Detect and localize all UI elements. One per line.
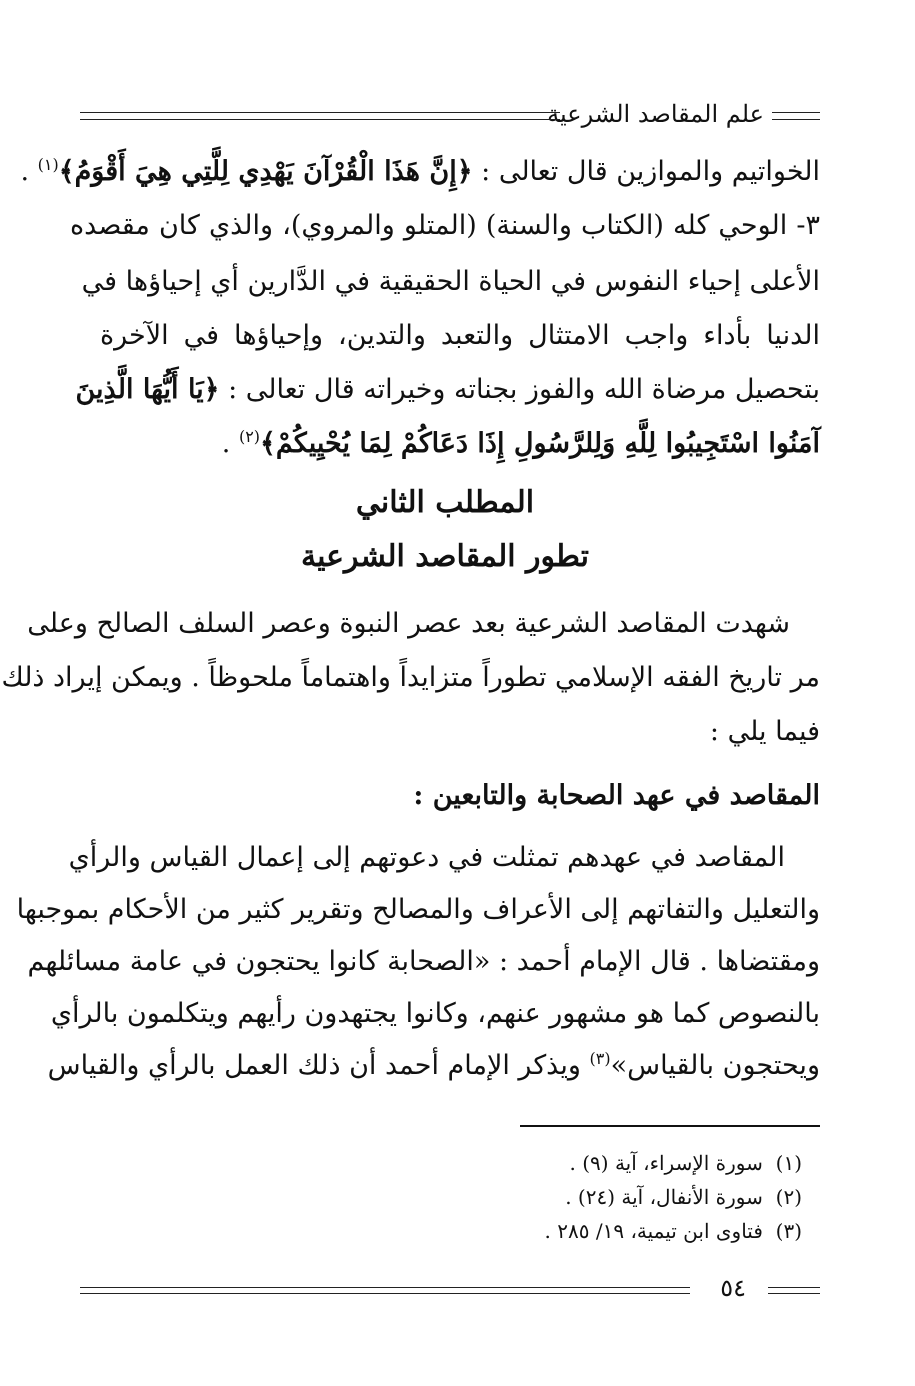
footnote-1 [570,1147,803,1179]
header-rule-right [772,112,820,120]
running-title: علم المقاصد الشرعية [547,100,764,128]
section-title: المطلب الثاني [355,485,535,520]
line-text: الأعلى إحياء النفوس في الحياة الحقيقية في الدَّارين أي إحياؤها في [81,266,820,297]
footnote-ref: (٢) [238,427,261,446]
page-number: ٥٤ [714,1272,752,1304]
body-line-6 [100,418,820,470]
line-text: . [221,428,239,459]
line-text: الدنيا بأداء واجب الامتثال والتعبد والتدين، وإحياؤها في الآخرة [100,320,820,351]
footer-rule-right [768,1287,820,1294]
footnote-number: (١) [775,1151,802,1175]
footnote-2 [565,1181,802,1213]
body-line-2 [70,200,820,252]
body-line-4 [100,310,820,362]
footnote-text: سورة الإسراء، آية (٩) . [569,1151,763,1175]
section-subtitle: تطور المقاصد الشرعية [300,539,590,574]
intro-line-3: فيما يلي : [709,716,820,747]
intro-line-2: مر تاريخ الفقه الإسلامي تطوراً متزايداً واهتماماً ملحوظاً . ويمكن إيراد ذلك [1,662,820,693]
quran-verse: ﴿يَا أَيُّهَا الَّذِينَ [75,374,220,405]
footer-rule-left [80,1287,690,1294]
para-line-5 [47,1040,820,1092]
footnote-text: سورة الأنفال، آية (٢٤) . [565,1185,763,1209]
footnote-number: (٣) [775,1219,802,1243]
line-text: المقاصد في عهدهم تمثلت في دعوتهم إلى إعمال القياس والرأي [68,842,785,873]
header-rule-left [80,112,560,120]
footnote-ref: (٣) [589,1049,611,1068]
line-text: الخواتيم والموازين قال تعالى : [472,156,820,187]
para-line-2 [16,884,820,936]
footnote-3 [545,1215,802,1247]
footnote-text: فتاوى ابن تيمية، ١٩/ ٢٨٥ . [544,1219,763,1243]
line-text: والتعليل والتفاتهم إلى الأعراف والمصالح وتقرير كثير من الأحكام بموجبها [16,894,820,925]
footnote-ref: (١) [37,155,59,174]
intro-line-1: شهدت المقاصد الشرعية بعد عصر النبوة وعصر السلف الصالح وعلى [27,608,790,639]
body-line-5 [75,364,820,416]
line-text: . [20,156,38,187]
footnote-separator [520,1125,820,1127]
line-text: ويحتجون بالقياس» [610,1050,820,1081]
body-line-3 [81,256,820,308]
para-line-4 [50,988,820,1040]
line-text: بالنصوص كما هو مشهور عنهم، وكانوا يجتهدون رأيهم ويتكلمون بالرأي [50,998,820,1029]
body-line-1 [20,146,820,198]
line-text: بتحصيل مرضاة الله والفوز بجناته وخيراته قال تعالى : [219,374,820,405]
line-text: ويذكر الإمام أحمد أن ذلك العمل بالرأي والقياس [47,1050,590,1081]
quran-verse: ﴿إِنَّ هَذَا الْقُرْآنَ يَهْدِي لِلَّتِي هِيَ أَقْوَمُ﴾ [58,156,473,187]
para-line-3 [27,936,820,988]
line-text: ومقتضاها . قال الإمام أحمد : «الصحابة كانوا يحتجون في عامة مسائلهم [27,946,820,977]
document-page [1,0,820,1386]
quran-verse: آمَنُوا اسْتَجِيبُوا لِلَّهِ وَلِلرَّسُولِ إِذَا دَعَاكُمْ لِمَا يُحْيِيكُمْ﴾ [260,428,820,459]
subheading: المقاصد في عهد الصحابة والتابعين : [413,780,820,811]
page-header [70,98,820,138]
footnote-number: (٢) [775,1185,802,1209]
para-line-1 [70,832,785,884]
line-text: ٣- الوحي كله (الكتاب والسنة) (المتلو والمروي)، والذي كان مقصده [70,210,820,241]
